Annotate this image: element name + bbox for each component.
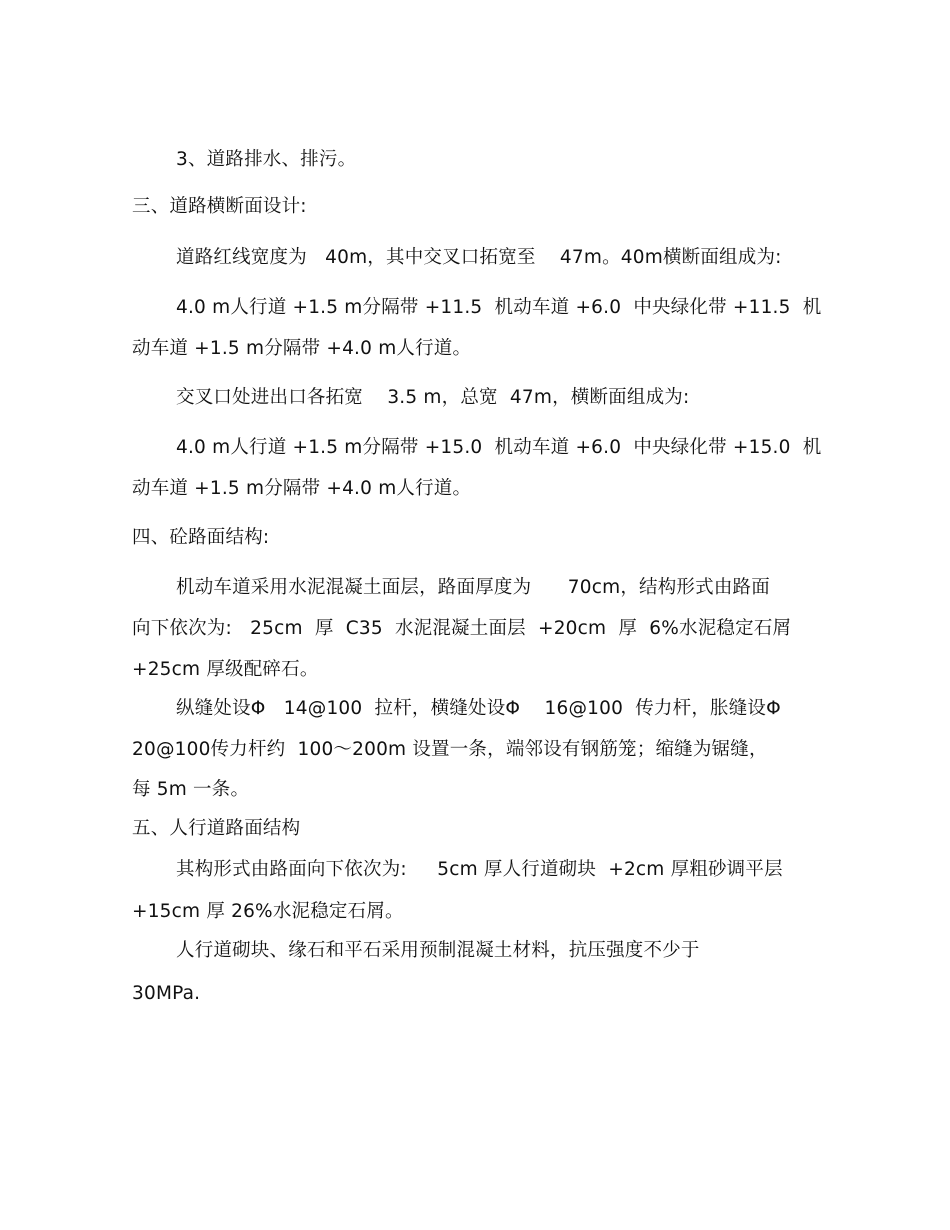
body-line: +25cm 厚级配碎石。: [132, 659, 319, 680]
body-line: 20@100传力杆约 100～200m 设置一条，端邻设有钢筋笼；缩缝为锯缝，: [132, 739, 768, 760]
body-line: 人行道砌块、缘石和平石采用预制混凝土材料，抗压强度不少于: [176, 940, 700, 961]
body-line: 4.0 m人行道 +1.5 m分隔带 +11.5 机动车道 +6.0 中央绿化带 +11.5 机: [176, 297, 822, 318]
body-line: 动车道 +1.5 m分隔带 +4.0 m人行道。: [132, 338, 472, 359]
body-line: 机动车道采用水泥混凝土面层，路面厚度为 70cm，结构形式由路面: [176, 577, 770, 598]
body-line: 动车道 +1.5 m分隔带 +4.0 m人行道。: [132, 478, 472, 499]
section-heading: 五、人行道路面结构: [132, 818, 301, 839]
body-line: 其构形式由路面向下依次为: 5cm 厚人行道砌块 +2cm 厚粗砂调平层: [176, 859, 783, 880]
body-line: 交叉口处进出口各拓宽 3.5 m，总宽 47m，横断面组成为:: [176, 387, 690, 408]
body-line: 3、道路排水、排污。: [176, 149, 357, 170]
body-line: 向下依次为: 25cm 厚 C35 水泥混凝土面层 +20cm 厚 6%水泥稳定石屑: [132, 618, 792, 639]
body-line: 4.0 m人行道 +1.5 m分隔带 +15.0 机动车道 +6.0 中央绿化带 +15.0 机: [176, 437, 822, 458]
body-line: 30MPa.: [132, 983, 201, 1004]
body-line: +15cm 厚 26%水泥稳定石屑。: [132, 901, 404, 922]
section-heading: 三、道路横断面设计:: [132, 196, 307, 217]
body-line: 每 5m 一条。: [132, 779, 250, 800]
body-line: 纵缝处设Φ 14@100 拉杆，横缝处设Φ 16@100 传力杆，胀缝设Φ: [176, 698, 781, 719]
section-heading: 四、砼路面结构:: [132, 527, 270, 548]
body-line: 道路红线宽度为 40m，其中交叉口拓宽至 47m。40m横断面组成为:: [176, 247, 782, 268]
